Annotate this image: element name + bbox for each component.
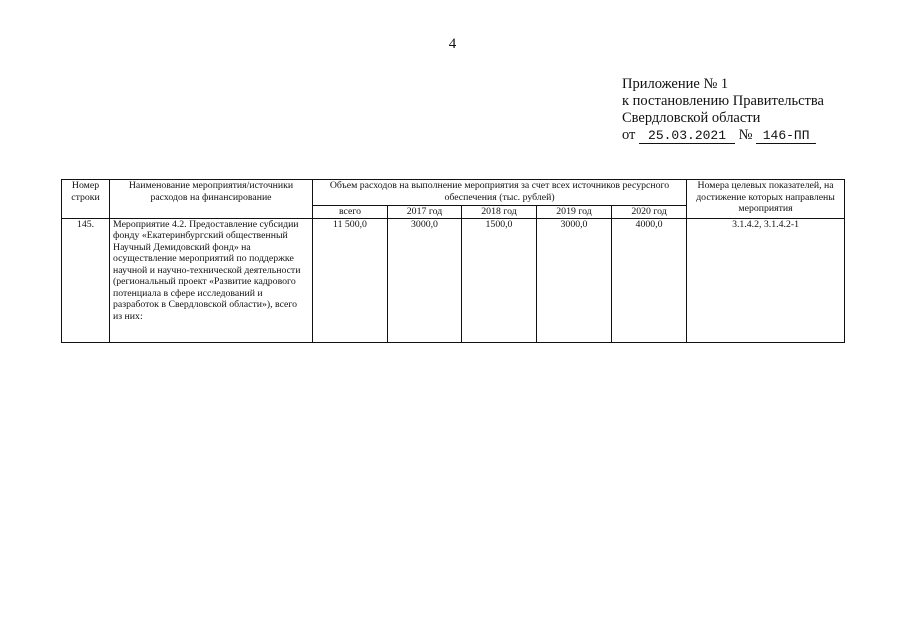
number-prefix: № [738,127,753,143]
indicators-cell: 3.1.4.2, 3.1.4.2-1 [687,218,845,342]
appendix-header [622,76,824,144]
row-number-cell: 145. [62,218,110,342]
appendix-date-number-line [622,127,824,144]
value-2018-cell: 1500,0 [462,218,537,342]
value-total-cell: 11 500,0 [313,218,388,342]
appendix-title: Приложение № 1 [622,76,729,92]
appendix-resolution-line: к постановлению Правительства [622,93,824,109]
header-indicators: Номера целевых показателей, на достижение которых направлены мероприятия [687,180,845,219]
header-row-number: Номер строки [62,180,110,219]
appendix-region-line: Свердловской области [622,110,761,126]
header-total: всего [313,206,388,219]
value-2020-cell: 4000,0 [612,218,687,342]
row-name-main: Мероприятие 4.2. Предоставление субсидии фонду «Екатеринбургский общественный Научный Демидовский фонд» на осуществление мероприятий по поддержке научной и научно-технической деятельности (региональный проект «Развитие кадрового потенциала в сфере исследований и разработок в Свердловской области»), всего [113,218,301,310]
header-volume: Объем расходов на выполнение мероприятия за счет всех источников ресурсного обеспечения (тыс. рублей) [313,180,687,206]
header-2018: 2018 год [462,206,537,219]
page-number: 4 [448,36,457,52]
date-prefix: от [622,127,636,143]
resolution-number: 146-ПП [756,129,816,144]
resolution-date: 25.03.2021 [639,129,735,144]
row-name-sub: из них: [113,310,143,322]
value-2017-cell: 3000,0 [388,218,462,342]
header-2019: 2019 год [537,206,612,219]
row-name-cell [110,218,313,342]
header-2017: 2017 год [388,206,462,219]
header-name: Наименование мероприятия/источники расходов на финансирование [110,180,313,219]
expense-table [61,179,845,343]
table-row [62,218,845,342]
header-2020: 2020 год [612,206,687,219]
value-2019-cell: 3000,0 [537,218,612,342]
